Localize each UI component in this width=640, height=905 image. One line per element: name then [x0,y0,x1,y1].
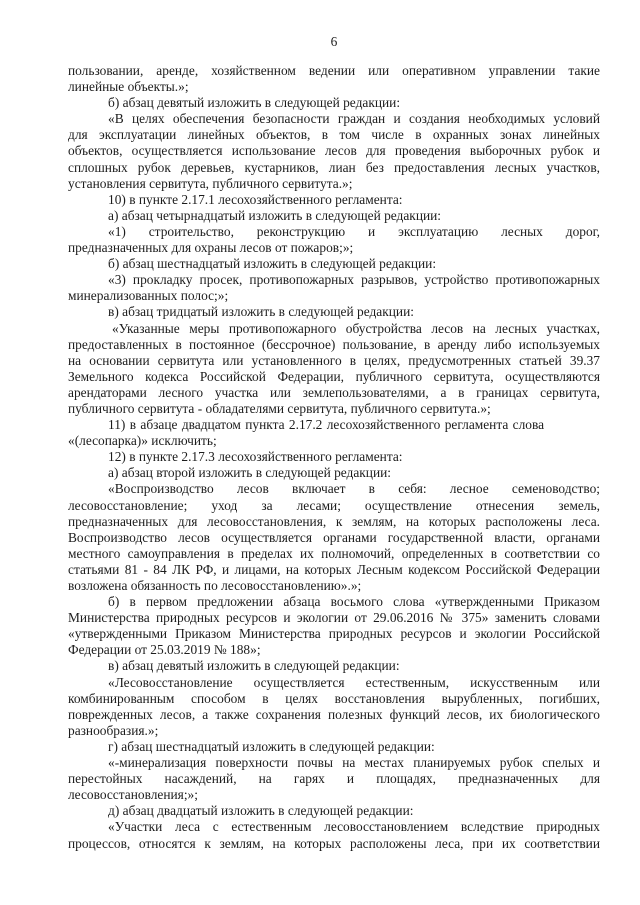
text-line: г) абзац шестнадцатый изложить в следующей редакции: [108,738,435,754]
text-line: «Указанные меры противопожарного обустройства лесов на лесных участках, [112,320,600,336]
text-line: возложена обязанность по лесовосстановлению».»; [68,578,362,593]
document-body [68,63,600,852]
text-line: комбинированным способом в целях восстановления вырубленных, погибших, [68,690,600,706]
text-line: «(лесопарка)» исключить; [68,433,217,449]
text-line: д) абзац двадцатый изложить в следующей редакции: [108,803,414,819]
paragraph [68,449,600,465]
paragraph [68,111,600,191]
text-line: Министерства природных ресурсов и экологии от 29.06.2016 № 375» заменить словами [68,610,600,626]
text-line: разнообразия.»; [68,722,159,738]
text-line: статьями 81 - 84 ЛК РФ, и лицами, на которых Лесным кодексом Российской Федерации [68,561,600,577]
paragraph [68,819,600,851]
paragraph-continuation [68,63,600,95]
paragraph [68,224,600,256]
paragraph [68,739,600,755]
text-line: лесовосстановления;»; [68,787,198,803]
paragraph [68,417,600,449]
text-line: предназначенных для лесовосстановления, к землям, на которых расположены леса. [68,513,600,529]
text-line: а) абзац четырнадцатый изложить в следующей редакции: [108,207,442,223]
paragraph [68,192,600,208]
paragraph [68,755,600,803]
text-line: сплошных рубок деревьев, кустарников, лиан без предоставления лесных участков, [68,159,600,175]
paragraph [68,481,600,594]
text-line: перестойных насаждений, на гарях и площадях, предназначенных для [68,771,600,787]
text-line: «В целях обеспечения безопасности граждан и создания необходимых условий [108,111,600,127]
text-line: на основании сервитута или установленного в целях, предусмотренных статьей 39.37 [68,352,600,368]
text-line: процессов, относятся к землям, на которых расположены леса, при их соответствии [68,835,600,851]
text-line: в) абзац тридцатый изложить в следующей редакции: [108,304,414,320]
text-line: б) абзац шестнадцатый изложить в следующей редакции: [108,256,437,272]
text-line: Федерации от 25.03.2019 № 188»; [68,642,261,658]
text-line: «Воспроизводство лесов включает в себя: лесное семеноводство; [108,481,600,497]
paragraph [68,304,600,320]
text-line: Воспроизводство лесов осуществляется органами государственной власти, органами [68,529,600,545]
paragraph [68,208,600,224]
paragraph [68,272,600,304]
text-line: 11) в абзаце двадцатом пункта 2.17.2 лесохозяйственного регламента слова [108,417,545,433]
text-line: б) в первом предложении абзаца восьмого слова «утвержденными Приказом [108,594,600,610]
paragraph [68,658,600,674]
text-line: поврежденных лесов, а также сохранения полезных функций лесов, их биологического [68,706,600,722]
text-line: публичного сервитута - обладателями сервитута, публичного сервитута.»; [68,400,491,416]
text-line: «Лесовосстановление осуществляется естественным, искусственным или [108,674,600,690]
text-line: линейные объекты.»; [68,79,189,95]
text-line: в) абзац девятый изложить в следующей редакции: [108,658,400,674]
paragraph [68,675,600,739]
paragraph [68,465,600,481]
paragraph [68,95,600,111]
text-line: б) абзац девятый изложить в следующей редакции: [108,95,401,111]
text-line: предназначенных для охраны лесов от пожаров;»; [68,240,354,256]
text-line: предоставленных в постоянное (бессрочное) пользование, в аренду либо используемых [68,336,600,352]
paragraph [68,256,600,272]
text-line: минерализованных полос;»; [68,288,229,304]
page-number: 6 [330,34,338,49]
text-line: «1) строительство, реконструкцию и эксплуатацию лесных дорог, [108,223,600,239]
text-line: «-минерализация поверхности почвы на местах планируемых рубок спелых и [108,755,600,771]
text-line: пользовании, аренде, хозяйственном ведении или оперативном управлении такие [68,63,600,78]
text-line: «3) прокладку просек, противопожарных разрывов, устройство противопожарных [108,272,600,288]
paragraph [68,803,600,819]
paragraph [68,594,600,658]
text-line: для эксплуатации линейных объектов, в том числе в охранных зонах линейных [68,127,600,143]
text-line: «утвержденными Приказом Министерства природных ресурсов и экологии Российской [68,626,600,642]
text-line: объектов, осуществляется использование лесов для проведения выборочных рубок и [68,143,600,159]
text-line: 12) в пункте 2.17.3 лесохозяйственного регламента: [108,449,403,465]
text-line: Земельного кодекса Российской Федерации, публичного сервитута, осуществляются [68,368,600,384]
text-line: лесовосстановление; уход за лесами; осуществление отнесения земель, [68,497,600,513]
text-line: «Участки леса с естественным лесовосстановлением вследствие природных [108,819,600,835]
text-line: местного самоуправления в пределах их полномочий, определенных в соответствии со [68,545,600,561]
text-line: 10) в пункте 2.17.1 лесохозяйственного регламента: [108,191,403,207]
text-line: арендаторами лесного участка или землепользователями, а в границах сервитута, [68,384,600,400]
text-line: установления сервитута, публичного сервитута.»; [68,175,353,191]
paragraph [68,321,600,418]
text-line: а) абзац второй изложить в следующей редакции: [108,465,392,481]
